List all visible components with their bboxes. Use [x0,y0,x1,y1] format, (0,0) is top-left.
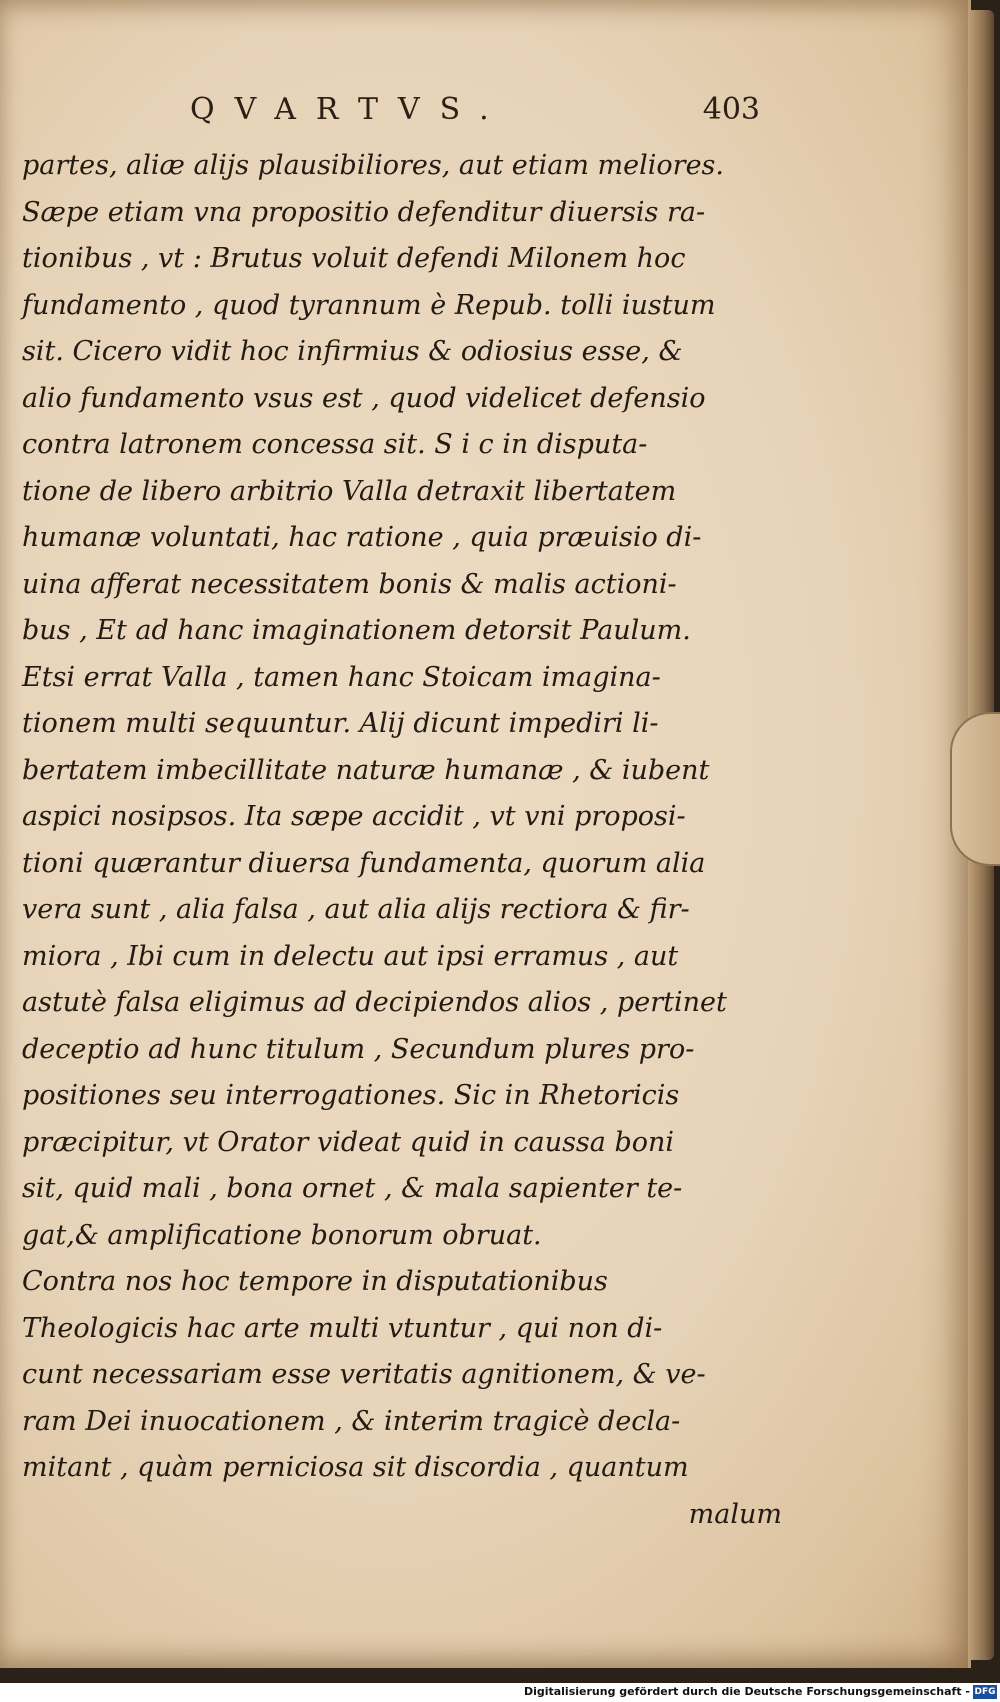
text-line: miora , Ibi cum in delectu aut ipsi erramus , aut [22,940,679,972]
text-line: positiones seu interrogationes. Sic in Rhetoricis [22,1080,680,1111]
text-line: tione de libero arbitrio Valla detraxit libertatem [22,475,677,507]
text-line: mitant , quàm perniciosa sit discordia , quantum [22,1452,689,1483]
text-line: ram Dei inuocationem , & interim tragicè decla- [22,1405,681,1437]
text-line: astutè falsa eligimus ad decipiendos alios , pertinet [22,987,727,1018]
catchword: malum [688,1498,782,1530]
funding-credit: Digitalisierung gefördert durch die Deutsche Forschungsgemeinschaft - [523,1685,970,1698]
dfg-logo: DFG [974,1687,996,1697]
digitization-footer [0,1683,1000,1702]
text-line: gat,& amplificatione bonorum obruat. [22,1219,542,1251]
text-line: sit. Cicero vidit hoc infirmius & odiosius esse, & [22,336,683,367]
text-line: Etsi errat Valla , tamen hanc Stoicam imagina- [22,661,661,693]
text-line: partes, aliæ alijs plausibiliores, aut etiam meliores. [22,150,724,181]
text-line: bus , Et ad hanc imaginationem detorsit Paulum. [22,615,691,646]
text-line: uina afferat necessitatem bonis & malis actioni- [22,568,677,600]
text-line: deceptio ad hunc titulum , Secundum plures pro- [22,1033,695,1065]
text-line: fundamento , quod tyrannum è Repub. tolli iustum [22,289,716,321]
text-line: tionem multi sequuntur. Alij dicunt impediri li- [22,708,659,739]
text-line: aspici nosipsos. Ita sæpe accidit , vt vni proposi- [22,801,686,832]
text-line: tioni quærantur diuersa fundamenta, quorum alia [22,847,706,879]
body-text [22,143,782,1538]
page-number: 403 [702,92,760,127]
thumb-tab [950,712,1000,866]
text-line: Sæpe etiam vna propositio defenditur diuersis ra- [22,196,706,228]
running-head [190,92,760,132]
text-line: præcipitur, vt Orator videat quid in caussa boni [22,1126,675,1158]
text-line: vera sunt , alia falsa , aut alia alijs rectiora & fir- [22,894,690,925]
text-line: tionibus , vt : Brutus voluit defendi Milonem hoc [22,243,686,274]
running-head-title: QVARTVS. [190,92,509,127]
text-line: bertatem imbecillitate naturæ humanæ , & iubent [22,754,710,786]
text-line: alio fundamento vsus est , quod videlicet defensio [22,382,706,414]
text-line: sit, quid mali , bona ornet , & mala sapienter te- [22,1173,683,1204]
text-line: cunt necessariam esse veritatis agnitionem, & ve- [22,1359,706,1390]
paragraph-start-line: Contra nos hoc tempore in disputationibus [22,1266,608,1297]
text-line: contra latronem concessa sit. S i c in disputa- [22,429,648,460]
text-line: Theologicis hac arte multi vtuntur , qui non di- [22,1312,663,1344]
text-line: humanæ voluntati, hac ratione , quia præuisio di- [22,522,702,553]
